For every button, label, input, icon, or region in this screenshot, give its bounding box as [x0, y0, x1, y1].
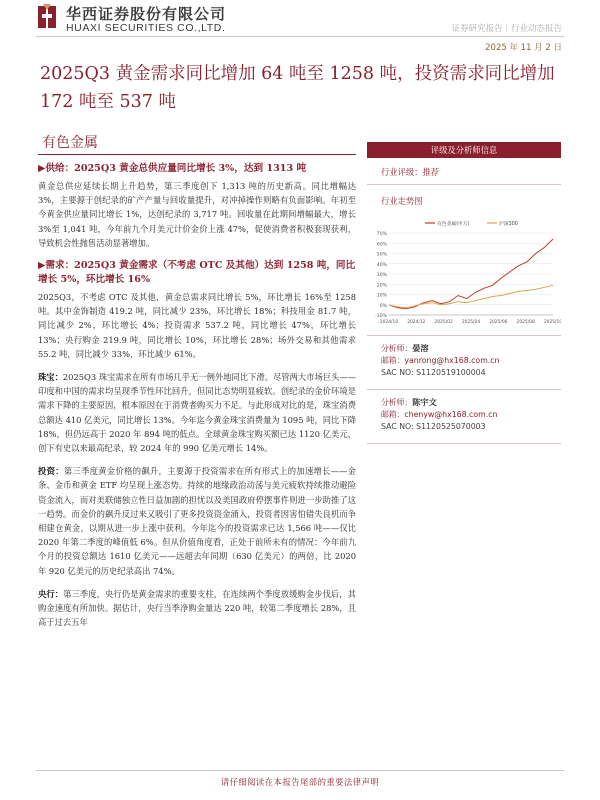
x-tick-label: 2025/06 — [489, 320, 508, 325]
analyst-email-link[interactable]: yanrong@hx168.com.cn — [404, 356, 500, 365]
legal-notice: 请仔细阅读在本报告尾部的重要法律声明 — [220, 777, 380, 787]
legend-label: 沪深300 — [499, 222, 518, 227]
section-heading-supply: ▶供给：2025Q3 黄金总供应量同比增长 3%，达到 1313 吨 — [38, 163, 307, 174]
logo-text-en: HUAXI SECURITIES CO.,LTD. — [66, 22, 226, 34]
analyst-label: 分析师： — [381, 398, 413, 407]
sector-divider — [38, 154, 356, 155]
paragraph-central-bank — [38, 587, 356, 630]
paragraph-jewelry — [38, 370, 356, 455]
email-label: 邮箱： — [381, 410, 405, 419]
analyst-sac: SAC NO: S1120519100004 — [381, 368, 486, 377]
report-title: 2025Q3 黄金需求同比增加 64 吨至 1258 吨，投资需求同比增加 172 吨至 537 吨 — [40, 64, 555, 112]
y-tick-label: 70% — [376, 232, 387, 237]
rating-label: 行业评级： — [381, 167, 423, 177]
analyst-name: 晏溶 — [412, 343, 429, 353]
industry-rating — [367, 158, 561, 185]
analyst-card-1 — [367, 336, 561, 385]
analyst-name: 陈宇文 — [412, 397, 437, 407]
y-tick-label: -10% — [375, 314, 387, 319]
analyst-email-link[interactable]: chenyw@hx168.com.cn — [404, 410, 498, 419]
y-tick-label: 40% — [376, 262, 387, 268]
analyst-sac: SAC NO: S1120525070003 — [381, 422, 486, 431]
lead-investment: 投资： — [38, 466, 64, 477]
analyst-card-2 — [367, 390, 561, 439]
x-tick-label: 2024/10 — [379, 320, 399, 325]
x-tick-label: 2025/08 — [516, 320, 535, 325]
footer-divider — [36, 770, 564, 771]
paragraph-supply: 黄金总供应延续长期上升趋势，第三季度创下 1,313 吨的历史新高。同比增幅达 3%，主要源于创纪录的矿产产量与回收量提升，对冲掉操作则略有负面影响。年初至今黄金供应量同比增长 1%，达创纪录的 3,717 吨。回收量在此期间增幅最大，增长 3%至 1,041 吨，今年前九个月美元计价金价上涨 47%，促使消费者积极套现获利，导致机会性抛售活动显著增加。 — [38, 181, 356, 248]
y-tick-label: 50% — [376, 252, 387, 258]
report-date: 2025 年 11 月 2 日 — [485, 43, 562, 53]
y-tick-label: 0% — [379, 303, 387, 309]
x-tick-label: 2025/10 — [543, 320, 561, 325]
y-tick-label: 10% — [376, 293, 387, 299]
header-divider — [36, 36, 564, 37]
x-tick-label: 2025/04 — [461, 320, 481, 325]
lead-central-bank: 央行： — [38, 588, 64, 599]
sidebar-panel — [367, 142, 561, 444]
series-line-1 — [389, 285, 553, 308]
x-tick-label: 2024/12 — [407, 320, 426, 325]
y-tick-label: 20% — [376, 283, 387, 289]
document-type: 证券研究报告｜行业动态报告 — [451, 24, 562, 34]
text-jewelry: 2025Q3 珠宝需求在所有市场几乎无一例外地同比下滑。尽管两大市场巨头——印度和中国的需求均呈现季节性环比回升，但同比态势明显疲软。创纪录的金价环境是需求下降的主要原因，根本原因在于消费者购买力不足。与此形成对比的是，珠宝消费总额达 410 亿美元，同比增长 13%。今年迄今黄金珠宝消费量为 1095 吨，同比下降 18%，但仍远高于 2020 年 894 吨的低点。全球黄金珠宝购买额已达 1120 亿美元，创下有史以来最高纪录，较 2024 年的 990 亿美元增长 14%。 — [38, 372, 356, 454]
sidebar-header: 评级及分析师信息 — [367, 142, 561, 158]
company-logo — [36, 3, 236, 33]
text-central-bank: 第三季度，央行仍是黄金需求的重要支柱，在连续两个季度放缓购金步伐后，其购金速度有所加快。据估计，央行当季净购金量达 220 吨，较第二季度增长 28%，且高于过去五年 — [38, 588, 356, 628]
y-tick-label: 60% — [376, 242, 387, 248]
sector-label: 有色金属 — [42, 135, 98, 151]
section-heading-demand: ▶需求：2025Q3 黄金需求（不考虑 OTC 及其他）达到 1258 吨，同比增长 5%，环比增长 16% — [38, 260, 356, 286]
lead-jewelry: 珠宝： — [38, 372, 63, 383]
email-label: 邮箱： — [381, 356, 405, 365]
trend-chart-title: 行业走势图 — [381, 196, 423, 206]
huaxi-logo-icon — [36, 4, 58, 30]
paragraph-demand: 2025Q3，不考虑 OTC 及其他，黄金总需求同比增长 5%，环比增长 16%至 1258 吨。其中金饰制造 419.2 吨，同比减少 23%，环比增长 18%；科技用金 81.7 吨，同比减少 2%，环比增长 4%；投资需求 537.2 吨，同比增长 47%，环比增长 13%；央行购金 219.9 吨，同比增长 10%，环比增长 28%；场外交易和其他需求 55.2 吨，同比减少 33%，环比减少 61%。 — [38, 292, 356, 359]
x-tick-label: 2025/02 — [434, 320, 453, 325]
trend-chart — [367, 211, 561, 331]
rating-value: 推荐 — [422, 167, 440, 177]
analyst-divider — [367, 443, 561, 444]
trend-chart-svg — [367, 211, 561, 331]
main-content — [38, 162, 356, 629]
analyst-label: 分析师： — [381, 344, 413, 353]
paragraph-investment — [38, 464, 356, 578]
legend-label: 有色金属(申万) — [437, 222, 470, 227]
y-tick-label: 30% — [376, 273, 387, 278]
text-investment: 第三季度黄金价格的飙升，主要源于投资需求在所有形式上的加速增长——金条、金币和黄金 ETF 均呈现上涨态势。持续的地缘政治动荡与美元疲软持续推动避险资金流入，而对美联储独立性日益加剧的担忧以及美国政府停摆事件则进一步助推了这一趋势。而金价的飙升反过来又吸引了更多投资资金涌入，投资者因害怕错失良机而争相建仓黄金，以期从进一步上涨中获利。今年迄今的投资需求已达 1,566 吨——仅比 2020 年第二季度的峰值低 6%。但从价值角度看，正处于前所未有的情况：今年前九个月的投资总额达 1610 亿美元——远超去年同期（630 亿美元）的两倍，比 2020 年 920 亿美元的历史纪录高出 74%。 — [38, 466, 356, 576]
logo-text-cn: 华西证券股份有限公司 — [66, 5, 227, 23]
